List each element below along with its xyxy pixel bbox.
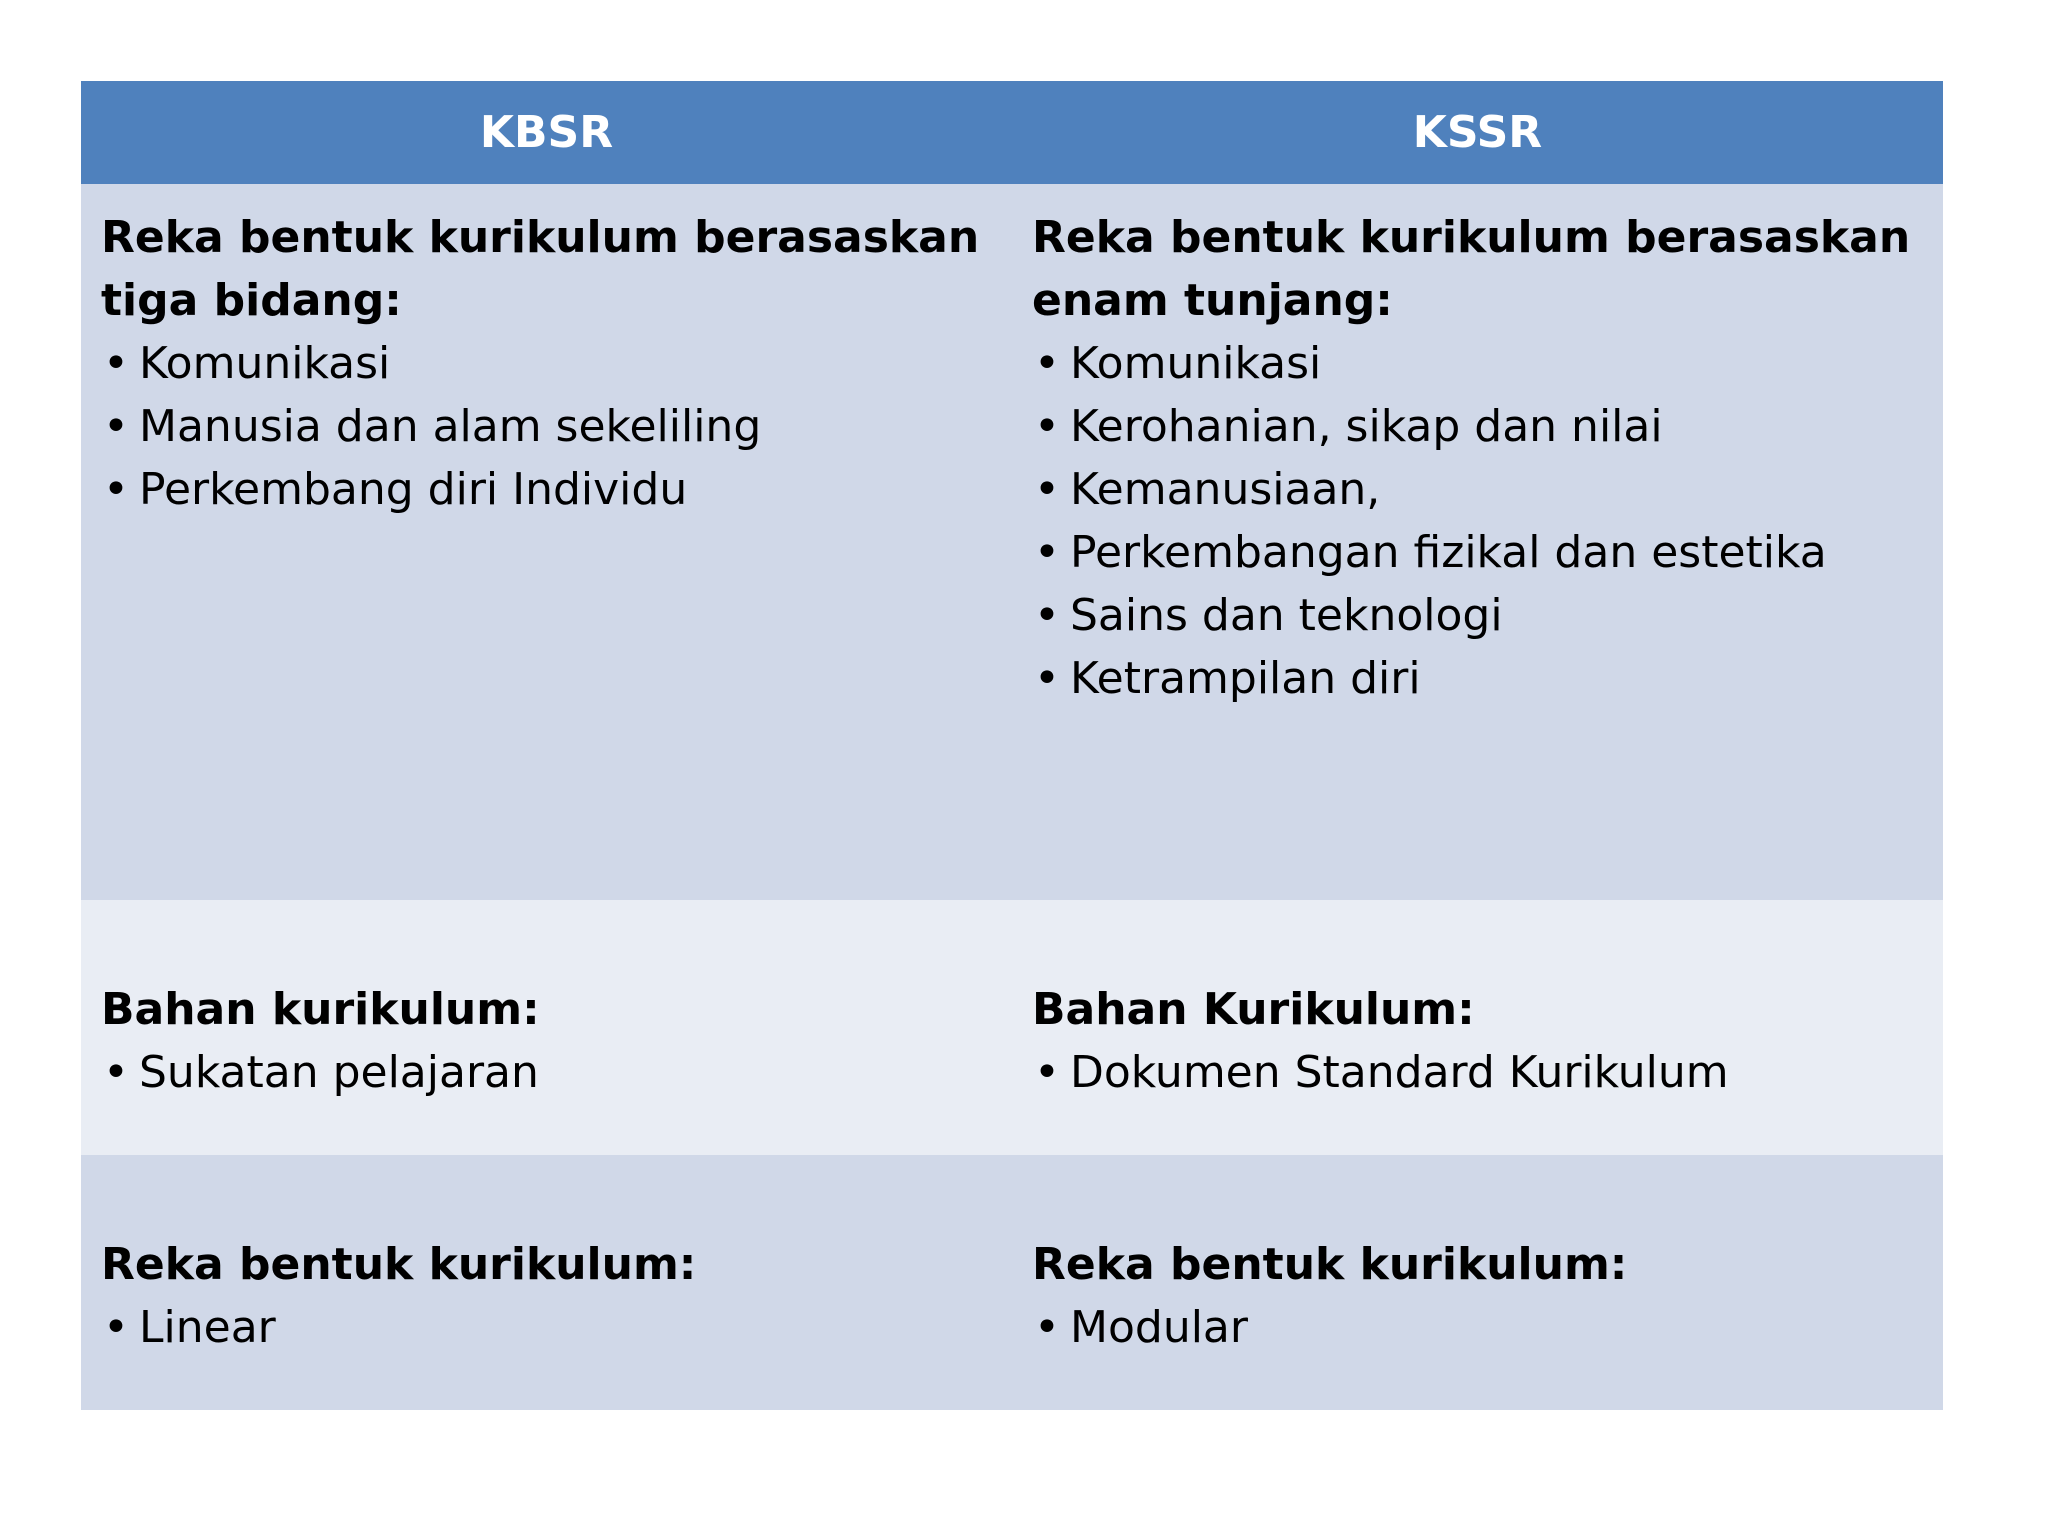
list-item-text: Kemanusiaan, bbox=[1070, 464, 1381, 515]
list-item-text: Linear bbox=[139, 1302, 276, 1353]
bullet-icon: • bbox=[1034, 338, 1060, 389]
list-item-text: Kerohanian, sikap dan nilai bbox=[1070, 401, 1663, 452]
cell-heading: Bahan kurikulum: bbox=[101, 984, 540, 1035]
bullet-icon: • bbox=[1034, 527, 1060, 578]
cell-kssr-reka-bentuk bbox=[1012, 1155, 1943, 1410]
list-item bbox=[1032, 395, 1927, 458]
bullet-icon: • bbox=[1034, 590, 1060, 641]
bullet-list bbox=[1032, 1041, 1927, 1104]
list-item-text: Dokumen Standard Kurikulum bbox=[1070, 1047, 1729, 1098]
bullet-icon: • bbox=[1034, 653, 1060, 704]
list-item-text: Komunikasi bbox=[139, 338, 391, 389]
list-item bbox=[1032, 332, 1927, 395]
bullet-icon: • bbox=[103, 1047, 129, 1098]
bullet-list bbox=[1032, 332, 1927, 710]
list-item bbox=[101, 1041, 996, 1104]
bullet-icon: • bbox=[1034, 1047, 1060, 1098]
list-item bbox=[1032, 458, 1927, 521]
bullet-list bbox=[101, 332, 996, 521]
bullet-icon: • bbox=[103, 464, 129, 515]
table-header-row bbox=[81, 81, 1943, 184]
cell-heading: Reka bentuk kurikulum: bbox=[1032, 1239, 1628, 1290]
header-label-kbsr: KBSR bbox=[479, 107, 614, 158]
cell-kbsr-reka-bentuk bbox=[81, 1155, 1012, 1410]
list-item-text: Modular bbox=[1070, 1302, 1248, 1353]
list-item bbox=[101, 395, 996, 458]
bullet-list bbox=[1032, 1296, 1927, 1359]
cell-kssr-reka-bentuk-asas bbox=[1012, 184, 1943, 900]
cell-heading: Bahan Kurikulum: bbox=[1032, 984, 1475, 1035]
list-item bbox=[1032, 1296, 1927, 1359]
bullet-icon: • bbox=[1034, 464, 1060, 515]
list-item bbox=[1032, 647, 1927, 710]
cell-kbsr-bahan-kurikulum bbox=[81, 900, 1012, 1155]
list-item bbox=[1032, 521, 1927, 584]
bullet-icon: • bbox=[1034, 401, 1060, 452]
list-item-text: Sukatan pelajaran bbox=[139, 1047, 539, 1098]
table-row-reka-bentuk bbox=[81, 1155, 1943, 1410]
bullet-icon: • bbox=[103, 1302, 129, 1353]
list-item-text: Komunikasi bbox=[1070, 338, 1322, 389]
list-item bbox=[1032, 584, 1927, 647]
list-item bbox=[101, 1296, 996, 1359]
list-item bbox=[101, 332, 996, 395]
list-item-text: Ketrampilan diri bbox=[1070, 653, 1421, 704]
header-cell-kbsr bbox=[81, 81, 1012, 184]
bullet-icon: • bbox=[103, 338, 129, 389]
cell-kssr-bahan-kurikulum bbox=[1012, 900, 1943, 1155]
cell-heading: Reka bentuk kurikulum: bbox=[101, 1239, 697, 1290]
cell-heading: Reka bentuk kurikulum berasaskan tiga bidang: bbox=[101, 212, 980, 326]
comparison-table bbox=[81, 81, 1943, 1410]
header-cell-kssr bbox=[1012, 81, 1943, 184]
list-item bbox=[101, 458, 996, 521]
bullet-list bbox=[101, 1296, 996, 1359]
list-item-text: Perkembang diri Individu bbox=[139, 464, 688, 515]
header-label-kssr: KSSR bbox=[1412, 107, 1543, 158]
list-item-text: Sains dan teknologi bbox=[1070, 590, 1503, 641]
table-row-bahan-kurikulum bbox=[81, 900, 1943, 1155]
bullet-icon: • bbox=[103, 401, 129, 452]
bullet-list bbox=[101, 1041, 996, 1104]
list-item-text: Manusia dan alam sekeliling bbox=[139, 401, 762, 452]
bullet-icon: • bbox=[1034, 1302, 1060, 1353]
cell-heading: Reka bentuk kurikulum berasaskan enam tunjang: bbox=[1032, 212, 1911, 326]
list-item-text: Perkembangan fizikal dan estetika bbox=[1070, 527, 1827, 578]
cell-kbsr-reka-bentuk-asas bbox=[81, 184, 1012, 900]
list-item bbox=[1032, 1041, 1927, 1104]
table-row-reka-bentuk-asas bbox=[81, 184, 1943, 900]
